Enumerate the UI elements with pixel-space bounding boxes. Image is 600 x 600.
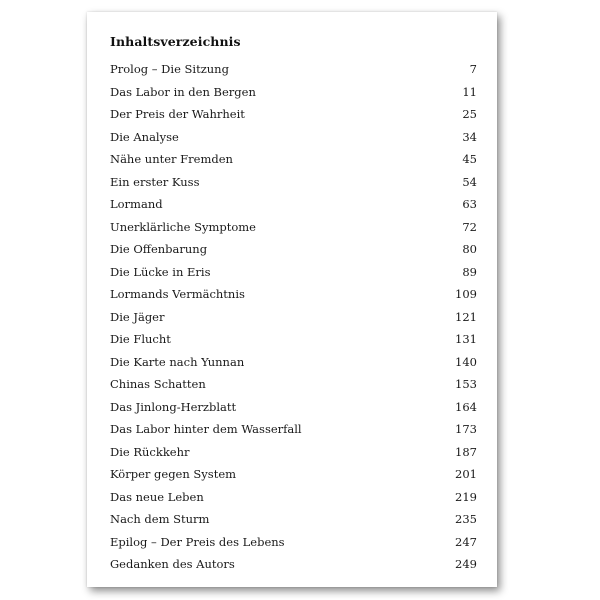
page-number: 63 — [462, 197, 477, 211]
chapter-title: Chinas Schatten — [110, 377, 206, 391]
toc-entry — [110, 355, 477, 378]
toc-entry — [110, 197, 477, 220]
page-number: 7 — [469, 62, 477, 76]
page-number: 11 — [462, 84, 477, 99]
chapter-title: Lormand — [110, 197, 163, 211]
toc-entry — [110, 130, 477, 153]
page-number: 153 — [455, 377, 477, 391]
page-number: 45 — [462, 152, 477, 166]
chapter-title: Die Flucht — [110, 332, 171, 346]
page-number: 140 — [455, 354, 477, 369]
toc-entry — [110, 265, 477, 288]
page-number: 249 — [455, 557, 477, 571]
chapter-title: Nach dem Sturm — [110, 512, 210, 526]
page-number: 247 — [455, 534, 477, 549]
toc-entry — [110, 512, 477, 535]
chapter-title: Die Analyse — [110, 129, 179, 144]
page-number: 25 — [462, 107, 477, 121]
page-number: 131 — [455, 332, 477, 346]
page-number: 187 — [455, 444, 477, 459]
page-number: 173 — [455, 422, 477, 436]
chapter-title: Ein erster Kuss — [110, 174, 200, 189]
chapter-title: Prolog – Die Sitzung — [110, 62, 229, 76]
toc-entry — [110, 490, 477, 513]
toc-entry — [110, 310, 477, 333]
page-number: 89 — [462, 264, 477, 279]
page-number: 72 — [462, 219, 477, 234]
chapter-title: Das neue Leben — [110, 489, 204, 504]
chapter-title: Lormands Vermächtnis — [110, 287, 245, 301]
page-number: 109 — [455, 287, 477, 301]
chapter-title: Gedanken des Autors — [110, 557, 235, 571]
chapter-title: Körper gegen System — [110, 467, 237, 481]
toc-entry — [110, 220, 477, 243]
toc-entry — [110, 62, 477, 85]
chapter-title: Die Karte nach Yunnan — [110, 354, 245, 369]
toc-entry — [110, 152, 477, 175]
toc-entry — [110, 445, 477, 468]
chapter-title: Das Jinlong-Herzblatt — [110, 399, 237, 414]
toc-heading: Inhaltsverzeichnis — [110, 34, 241, 49]
chapter-title: Die Rückkehr — [110, 444, 190, 459]
book-page — [87, 12, 497, 587]
chapter-title: Das Labor hinter dem Wasserfall — [110, 422, 302, 436]
chapter-title: Die Jäger — [110, 309, 165, 324]
toc-entry — [110, 467, 477, 490]
page-number: 80 — [462, 242, 477, 256]
toc-entry — [110, 242, 477, 265]
page-number: 235 — [455, 512, 477, 526]
toc-entry — [110, 557, 477, 580]
toc-entry — [110, 400, 477, 423]
chapter-title: Unerklärliche Symptome — [110, 219, 256, 234]
page-number: 219 — [455, 489, 477, 504]
chapter-title: Die Offenbarung — [110, 242, 208, 256]
toc-entry — [110, 85, 477, 108]
toc-entry — [110, 175, 477, 198]
toc-list — [110, 62, 477, 580]
page-number: 54 — [462, 174, 477, 189]
toc-entry — [110, 287, 477, 310]
chapter-title: Nähe unter Fremden — [110, 152, 233, 166]
chapter-title: Epilog – Der Preis des Lebens — [110, 534, 285, 549]
toc-entry — [110, 332, 477, 355]
toc-entry — [110, 535, 477, 558]
toc-entry — [110, 377, 477, 400]
page-number: 201 — [455, 467, 477, 481]
toc-entry — [110, 422, 477, 445]
page-number: 121 — [455, 309, 477, 324]
chapter-title: Die Lücke in Eris — [110, 264, 211, 279]
page-number: 164 — [455, 399, 477, 414]
toc-entry — [110, 107, 477, 130]
page-number: 34 — [462, 129, 477, 144]
chapter-title: Der Preis der Wahrheit — [110, 107, 245, 121]
chapter-title: Das Labor in den Bergen — [110, 84, 256, 99]
